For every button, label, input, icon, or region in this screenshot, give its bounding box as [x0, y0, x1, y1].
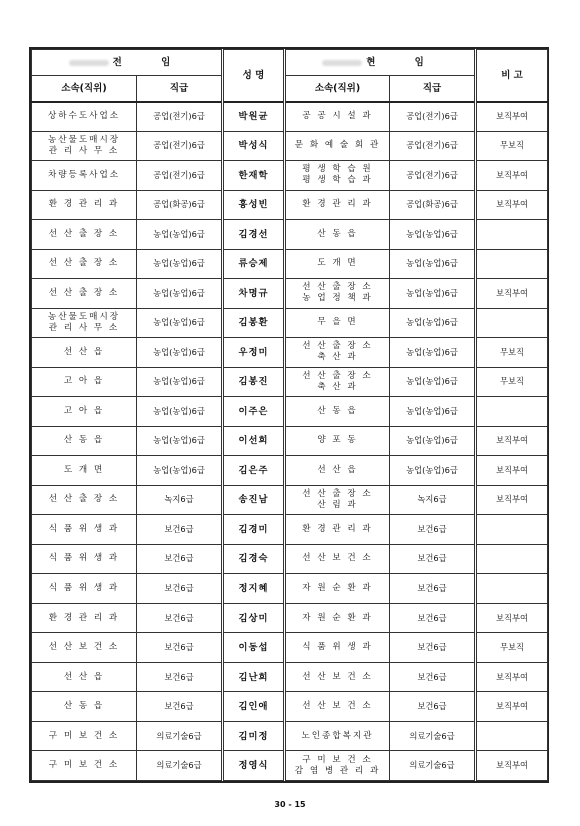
note-cell: 보직부여	[476, 751, 548, 781]
to-org-cell-line: 축 산 과	[317, 352, 358, 363]
table-row	[32, 249, 548, 279]
from-org-cell-line: 환 경 관 리 과	[48, 612, 120, 623]
to-grade-cell: 공업(전기)6급	[390, 102, 476, 132]
from-org-cell-line: 도 개 면	[63, 464, 105, 475]
note-cell: 보직부여	[476, 692, 548, 722]
name-cell: 김난희	[223, 662, 285, 692]
to-org-cell	[285, 367, 390, 397]
from-org-cell	[32, 426, 137, 456]
to-org-cell	[285, 633, 390, 663]
table-row	[32, 308, 548, 338]
name-cell: 김경선	[223, 220, 285, 250]
note-cell: 보직부여	[476, 102, 548, 132]
to-org-cell-line: 무 을 면	[317, 317, 358, 328]
personnel-table	[31, 49, 548, 781]
name-cell: 이선희	[223, 426, 285, 456]
to-org-cell	[285, 426, 390, 456]
to-org-cell-line: 도 개 면	[317, 258, 358, 269]
from-org-cell-line: 농산물도매시장	[47, 134, 121, 145]
after-grade-header: 직급	[390, 76, 476, 102]
to-org-cell	[285, 131, 390, 161]
from-grade-cell: 보건6급	[137, 633, 223, 663]
to-org-cell	[285, 102, 390, 132]
to-org-cell	[285, 515, 390, 545]
table-row	[32, 633, 548, 663]
to-org-cell-line: 선 산 출 장 소	[302, 488, 373, 499]
to-grade-cell: 공업(전기)6급	[390, 161, 476, 191]
from-grade-cell: 보건6급	[137, 692, 223, 722]
to-org-cell	[285, 220, 390, 250]
name-cell: 우정미	[223, 338, 285, 368]
to-org-cell	[285, 603, 390, 633]
name-cell: 김봉진	[223, 367, 285, 397]
table-row	[32, 279, 548, 309]
to-org-cell-line: 자 원 순 환 과	[302, 583, 373, 593]
to-org-cell-line: 농 업 정 책 과	[302, 293, 373, 304]
table-row	[32, 574, 548, 604]
from-org-cell-line: 고 아 읍	[63, 405, 105, 416]
note-cell: 보직부여	[476, 161, 548, 191]
from-grade-cell: 공업(전기)6급	[137, 161, 223, 191]
from-org-cell-line: 선 산 읍	[63, 671, 105, 682]
from-grade-cell: 공업(전기)6급	[137, 102, 223, 132]
to-org-cell-line: 문 화 예 술 회 관	[294, 140, 381, 151]
name-cell: 김경미	[223, 515, 285, 545]
from-org-cell-line: 선 산 보 건 소	[48, 642, 120, 653]
after-org-header: 소속(직위)	[285, 76, 390, 102]
to-org-cell-line: 선 산 보 건 소	[302, 553, 373, 564]
to-grade-cell: 농업(농업)6급	[390, 308, 476, 338]
note-cell: 보직부여	[476, 426, 548, 456]
from-org-cell-line: 구 미 보 건 소	[48, 760, 120, 771]
to-org-cell	[285, 249, 390, 279]
to-org-cell	[285, 397, 390, 427]
table-row	[32, 190, 548, 220]
from-org-cell	[32, 190, 137, 220]
note-cell	[476, 544, 548, 574]
note-cell: 보직부여	[476, 662, 548, 692]
to-grade-cell: 공업(전기)6급	[390, 131, 476, 161]
to-grade-cell: 공업(화공)6급	[390, 190, 476, 220]
from-org-cell-line: 산 동 읍	[63, 435, 105, 446]
from-org-cell-line: 농산물도매시장	[47, 311, 121, 322]
to-org-cell	[285, 574, 390, 604]
to-grade-cell: 농업(농업)6급	[390, 397, 476, 427]
from-org-cell	[32, 515, 137, 545]
to-org-cell	[285, 721, 390, 751]
name-cell: 김경숙	[223, 544, 285, 574]
from-org-cell	[32, 338, 137, 368]
from-grade-cell: 보건6급	[137, 515, 223, 545]
note-cell: 무보직	[476, 633, 548, 663]
note-cell	[476, 515, 548, 545]
before-grade-header: 직급	[137, 76, 223, 102]
to-org-cell-line: 노인종합복지관	[301, 730, 374, 741]
to-org-cell-line: 선 산 출 장 소	[302, 370, 373, 381]
to-grade-cell: 농업(농업)6급	[390, 249, 476, 279]
to-org-cell-line: 축 산 과	[317, 381, 358, 392]
from-grade-cell: 농업(농업)6급	[137, 338, 223, 368]
to-grade-cell: 보건6급	[390, 603, 476, 633]
to-org-cell	[285, 338, 390, 368]
from-grade-cell: 농업(농업)6급	[137, 308, 223, 338]
name-cell: 한재학	[223, 161, 285, 191]
from-org-cell	[32, 485, 137, 515]
note-cell: 보직부여	[476, 485, 548, 515]
name-cell: 박원균	[223, 102, 285, 132]
after-header: 현 임	[285, 50, 476, 76]
table-row	[32, 456, 548, 486]
before-header: 전 임	[32, 50, 223, 76]
note-cell	[476, 249, 548, 279]
to-grade-cell: 보건6급	[390, 544, 476, 574]
to-org-cell-line: 양 포 동	[317, 435, 358, 446]
table-row	[32, 397, 548, 427]
from-org-cell-line: 관 리 사 무 소	[48, 322, 120, 333]
from-grade-cell: 의료기술6급	[137, 721, 223, 751]
note-cell: 보직부여	[476, 279, 548, 309]
note-cell: 무보직	[476, 131, 548, 161]
table-row	[32, 131, 548, 161]
note-cell: 보직부여	[476, 190, 548, 220]
to-org-cell-line: 산 동 읍	[317, 405, 358, 416]
to-org-cell	[285, 692, 390, 722]
from-org-cell	[32, 102, 137, 132]
to-grade-cell: 의료기술6급	[390, 721, 476, 751]
from-org-cell-line: 상하수도사업소	[47, 111, 121, 121]
from-grade-cell: 보건6급	[137, 544, 223, 574]
from-org-cell-line: 식 품 위 생 과	[48, 583, 120, 593]
from-grade-cell: 의료기술6급	[137, 751, 223, 781]
name-cell: 김미정	[223, 721, 285, 751]
name-cell: 김상미	[223, 603, 285, 633]
name-cell: 김은주	[223, 456, 285, 486]
from-org-cell	[32, 397, 137, 427]
from-org-cell	[32, 603, 137, 633]
from-grade-cell: 농업(농업)6급	[137, 426, 223, 456]
from-grade-cell: 보건6급	[137, 603, 223, 633]
page-number: 30 - 15	[274, 800, 306, 809]
from-org-cell-line: 고 아 읍	[63, 376, 105, 387]
table-row	[32, 102, 548, 132]
to-org-cell-line: 감 염 병 관 리 과	[294, 765, 381, 776]
to-org-cell	[285, 161, 390, 191]
from-org-cell-line: 산 동 읍	[63, 701, 105, 712]
to-org-cell-line: 선 산 보 건 소	[302, 671, 373, 682]
to-org-cell-line: 구 미 보 건 소	[302, 754, 373, 765]
to-grade-cell: 농업(농업)6급	[390, 367, 476, 397]
to-org-cell	[285, 456, 390, 486]
table-row	[32, 515, 548, 545]
table-row	[32, 220, 548, 250]
from-org-cell-line: 선 산 출 장 소	[48, 494, 120, 505]
to-org-cell	[285, 485, 390, 515]
table-row	[32, 751, 548, 781]
table-row	[32, 367, 548, 397]
table-row	[32, 426, 548, 456]
table-row	[32, 603, 548, 633]
to-org-cell	[285, 751, 390, 781]
table-row	[32, 721, 548, 751]
to-org-cell-line: 선 산 읍	[317, 464, 358, 475]
table-row	[32, 662, 548, 692]
note-cell: 보직부여	[476, 456, 548, 486]
to-grade-cell: 녹지6급	[390, 485, 476, 515]
from-org-cell	[32, 633, 137, 663]
from-org-cell-line: 구 미 보 건 소	[48, 730, 120, 741]
from-grade-cell: 공업(전기)6급	[137, 131, 223, 161]
name-cell: 이주은	[223, 397, 285, 427]
to-org-cell-line: 산 림 과	[317, 499, 358, 510]
from-org-cell	[32, 662, 137, 692]
name-header: 성 명	[223, 50, 285, 102]
table-body	[32, 102, 548, 781]
from-org-cell-line: 환 경 관 리 과	[48, 199, 120, 210]
before-org-header: 소속(직위)	[32, 76, 137, 102]
to-grade-cell: 농업(농업)6급	[390, 338, 476, 368]
to-grade-cell: 보건6급	[390, 574, 476, 604]
to-org-cell-line: 선 산 출 장 소	[302, 282, 373, 293]
name-cell: 차명규	[223, 279, 285, 309]
note-cell	[476, 220, 548, 250]
personnel-table-frame	[29, 47, 549, 783]
from-org-cell	[32, 692, 137, 722]
to-org-cell	[285, 662, 390, 692]
note-header: 비 고	[476, 50, 548, 102]
from-org-cell-line: 선 산 읍	[63, 346, 105, 357]
from-org-cell	[32, 544, 137, 574]
to-org-cell	[285, 190, 390, 220]
table-row	[32, 544, 548, 574]
note-cell: 무보직	[476, 367, 548, 397]
to-org-cell-line: 선 산 출 장 소	[302, 341, 373, 352]
name-cell: 류승제	[223, 249, 285, 279]
to-org-cell-line: 산 동 읍	[317, 228, 358, 239]
from-org-cell	[32, 308, 137, 338]
note-cell	[476, 397, 548, 427]
to-grade-cell: 농업(농업)6급	[390, 426, 476, 456]
from-grade-cell: 농업(농업)6급	[137, 397, 223, 427]
from-org-cell-line: 차량등록사업소	[47, 169, 121, 180]
to-org-cell	[285, 279, 390, 309]
note-cell	[476, 574, 548, 604]
to-org-cell-line: 공 공 시 설 과	[302, 111, 373, 121]
name-cell: 송진남	[223, 485, 285, 515]
to-grade-cell: 보건6급	[390, 515, 476, 545]
from-org-cell	[32, 574, 137, 604]
from-org-cell	[32, 367, 137, 397]
from-org-cell	[32, 161, 137, 191]
from-org-cell-line: 식 품 위 생 과	[48, 523, 120, 534]
from-org-cell-line: 관 리 사 무 소	[48, 145, 120, 156]
from-grade-cell: 보건6급	[137, 662, 223, 692]
to-grade-cell: 농업(농업)6급	[390, 279, 476, 309]
from-org-cell	[32, 220, 137, 250]
from-grade-cell: 농업(농업)6급	[137, 456, 223, 486]
to-grade-cell: 의료기술6급	[390, 751, 476, 781]
to-org-cell-line: 선 산 보 건 소	[302, 701, 373, 712]
table-row	[32, 692, 548, 722]
from-org-cell-line: 선 산 출 장 소	[48, 228, 120, 239]
from-org-cell	[32, 279, 137, 309]
to-grade-cell: 보건6급	[390, 662, 476, 692]
from-grade-cell: 보건6급	[137, 574, 223, 604]
table-row	[32, 338, 548, 368]
to-grade-cell: 농업(농업)6급	[390, 220, 476, 250]
to-org-cell	[285, 544, 390, 574]
name-cell: 김인애	[223, 692, 285, 722]
to-org-cell-line: 자 원 순 환 과	[302, 612, 373, 623]
to-grade-cell: 보건6급	[390, 633, 476, 663]
to-org-cell	[285, 308, 390, 338]
from-grade-cell: 농업(농업)6급	[137, 220, 223, 250]
from-grade-cell: 녹지6급	[137, 485, 223, 515]
to-org-cell-line: 환 경 관 리 과	[302, 199, 373, 210]
from-org-cell-line: 선 산 출 장 소	[48, 287, 120, 298]
from-org-cell	[32, 131, 137, 161]
table-row	[32, 161, 548, 191]
name-cell: 정지혜	[223, 574, 285, 604]
name-cell: 정영식	[223, 751, 285, 781]
note-cell: 보직부여	[476, 603, 548, 633]
from-org-cell	[32, 721, 137, 751]
to-grade-cell: 보건6급	[390, 692, 476, 722]
note-cell	[476, 721, 548, 751]
table-row	[32, 485, 548, 515]
from-org-cell	[32, 456, 137, 486]
note-cell: 무보직	[476, 338, 548, 368]
to-org-cell-line: 환 경 관 리 과	[302, 523, 373, 534]
name-cell: 박성식	[223, 131, 285, 161]
to-org-cell-line: 평 생 학 습 원	[302, 164, 373, 175]
from-org-cell-line: 선 산 출 장 소	[48, 258, 120, 269]
from-grade-cell: 농업(농업)6급	[137, 249, 223, 279]
from-grade-cell: 농업(농업)6급	[137, 279, 223, 309]
from-grade-cell: 공업(화공)6급	[137, 190, 223, 220]
from-org-cell	[32, 751, 137, 781]
to-org-cell-line: 식 품 위 생 과	[302, 642, 373, 653]
name-cell: 이동섭	[223, 633, 285, 663]
to-grade-cell: 농업(농업)6급	[390, 456, 476, 486]
to-org-cell-line: 평 생 학 습 과	[302, 175, 373, 186]
name-cell: 홍성빈	[223, 190, 285, 220]
name-cell: 김봉환	[223, 308, 285, 338]
from-grade-cell: 농업(농업)6급	[137, 367, 223, 397]
from-org-cell	[32, 249, 137, 279]
note-cell	[476, 308, 548, 338]
from-org-cell-line: 식 품 위 생 과	[48, 553, 120, 564]
